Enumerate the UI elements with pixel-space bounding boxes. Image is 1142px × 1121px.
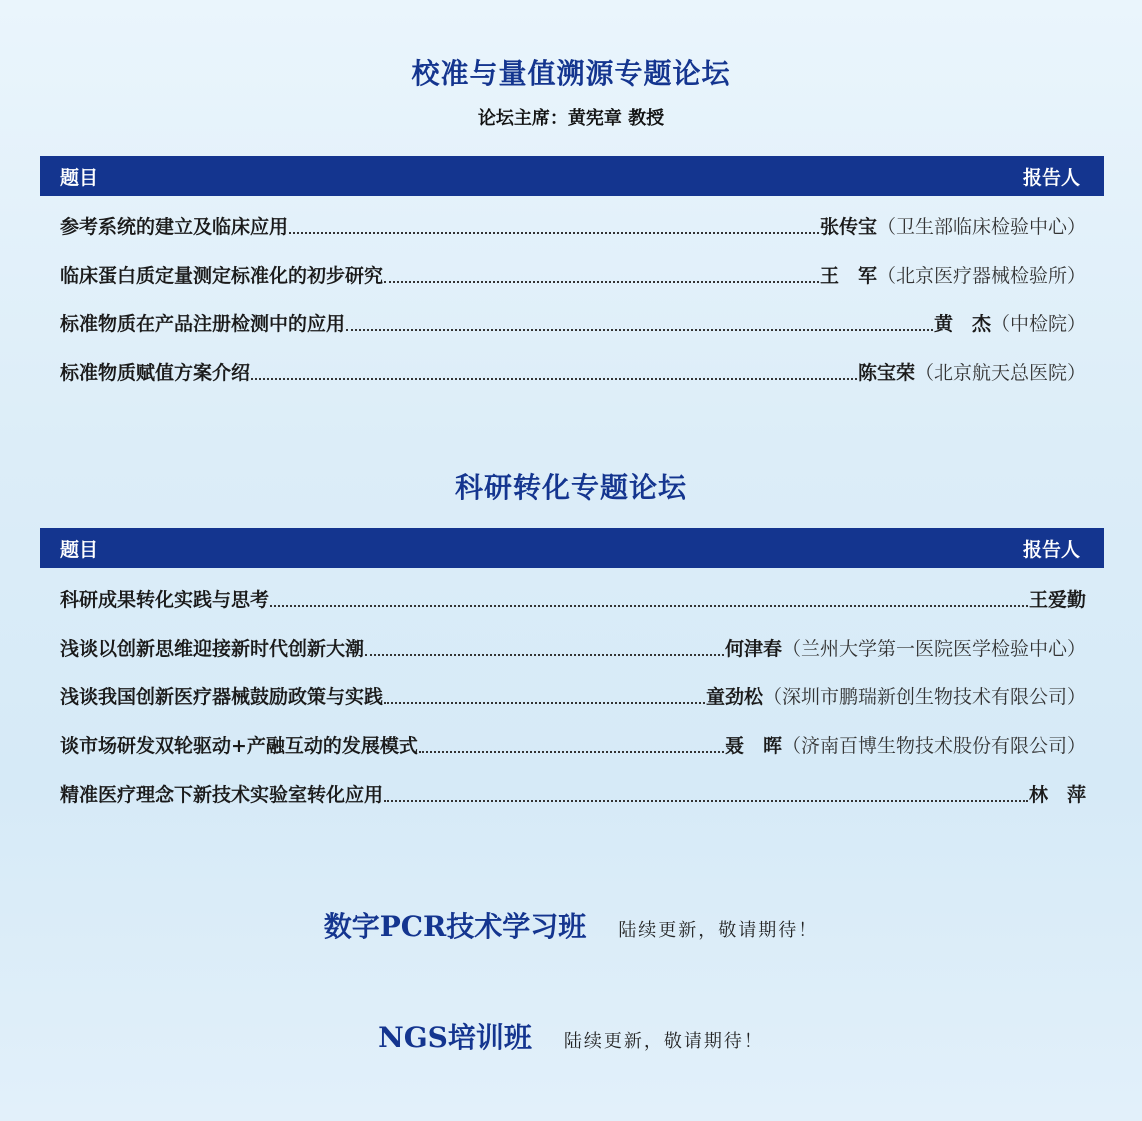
- row-topic: 精准医疗理念下新技术实验室转化应用: [60, 783, 384, 806]
- dot-leader: [251, 377, 857, 380]
- forum1-chair: 论坛主席：黄宪章 教授: [477, 108, 665, 129]
- row-topic: 科研成果转化实践与思考: [60, 588, 270, 611]
- table-row: [60, 201, 1086, 250]
- class1-line: [0, 905, 1142, 945]
- row-speaker: 聂 晖: [724, 734, 782, 757]
- row-speaker: 王 军: [819, 264, 877, 287]
- row-topic: 浅谈以创新思维迎接新时代创新大潮: [60, 637, 365, 660]
- class2-line: [0, 1016, 1142, 1056]
- table-row: [60, 623, 1086, 672]
- row-speaker: 黄 杰: [933, 313, 991, 336]
- class2-note: 陆续更新，敬请期待！: [563, 1031, 764, 1052]
- forum2-table-header: [40, 528, 1104, 568]
- row-speaker: 童劲松: [705, 686, 763, 709]
- row-topic: 标准物质赋值方案介绍: [60, 361, 251, 384]
- table-row: [60, 574, 1086, 623]
- dot-leader: [384, 701, 705, 704]
- forum1-header-speaker: 报告人: [1022, 166, 1080, 189]
- row-topic: 参考系统的建立及临床应用: [60, 215, 289, 238]
- table-row: [60, 769, 1086, 818]
- dot-leader: [419, 750, 724, 753]
- row-org: （卫生部临床检验中心）: [876, 215, 1086, 238]
- table-row: [60, 347, 1086, 396]
- table-row: [60, 671, 1086, 720]
- table-row: [60, 298, 1086, 347]
- forum2-header-speaker: 报告人: [1022, 538, 1080, 561]
- dot-leader: [384, 799, 1028, 802]
- row-org: （深圳市鹏瑞新创生物技术有限公司）: [762, 686, 1086, 709]
- row-topic: 标准物质在产品注册检测中的应用: [60, 313, 346, 336]
- forum1-title: 校准与量值溯源专题论坛: [411, 57, 731, 90]
- dot-leader: [270, 604, 1028, 607]
- row-org: （北京医疗器械检验所）: [876, 264, 1086, 287]
- forum2-rows: [60, 574, 1086, 817]
- forum2-title: 科研转化专题论坛: [454, 471, 687, 504]
- row-topic: 浅谈我国创新医疗器械鼓励政策与实践: [60, 686, 384, 709]
- row-topic: 谈市场研发双轮驱动+产融互动的发展模式: [60, 734, 418, 757]
- row-speaker: 陈宝荣: [857, 361, 915, 384]
- forum1-header-topic: 题目: [60, 166, 99, 189]
- table-row: [60, 720, 1086, 769]
- row-org: （济南百博生物技术股份有限公司）: [781, 734, 1086, 757]
- row-org: （兰州大学第一医院医学检验中心）: [781, 637, 1086, 660]
- row-speaker: 林 萍: [1028, 783, 1086, 806]
- forum1-rows: [60, 201, 1086, 396]
- dot-leader: [289, 231, 819, 234]
- row-topic: 临床蛋白质定量测定标准化的初步研究: [60, 264, 384, 287]
- row-speaker: 王爱勤: [1028, 588, 1086, 611]
- row-speaker: 何津春: [724, 637, 782, 660]
- class1-note: 陆续更新，敬请期待！: [618, 920, 819, 941]
- dot-leader: [384, 280, 819, 283]
- dot-leader: [346, 328, 933, 331]
- forum2-header-topic: 题目: [60, 538, 99, 561]
- dot-leader: [365, 653, 724, 656]
- row-org: （北京航天总医院）: [914, 361, 1086, 384]
- row-speaker: 张传宝: [819, 215, 877, 238]
- class1-title: 数字PCR技术学习班: [323, 910, 587, 943]
- class2-title: NGS培训班: [378, 1021, 532, 1054]
- forum1-table-header: [40, 156, 1104, 196]
- table-row: [60, 250, 1086, 299]
- row-org: （中检院）: [990, 313, 1086, 336]
